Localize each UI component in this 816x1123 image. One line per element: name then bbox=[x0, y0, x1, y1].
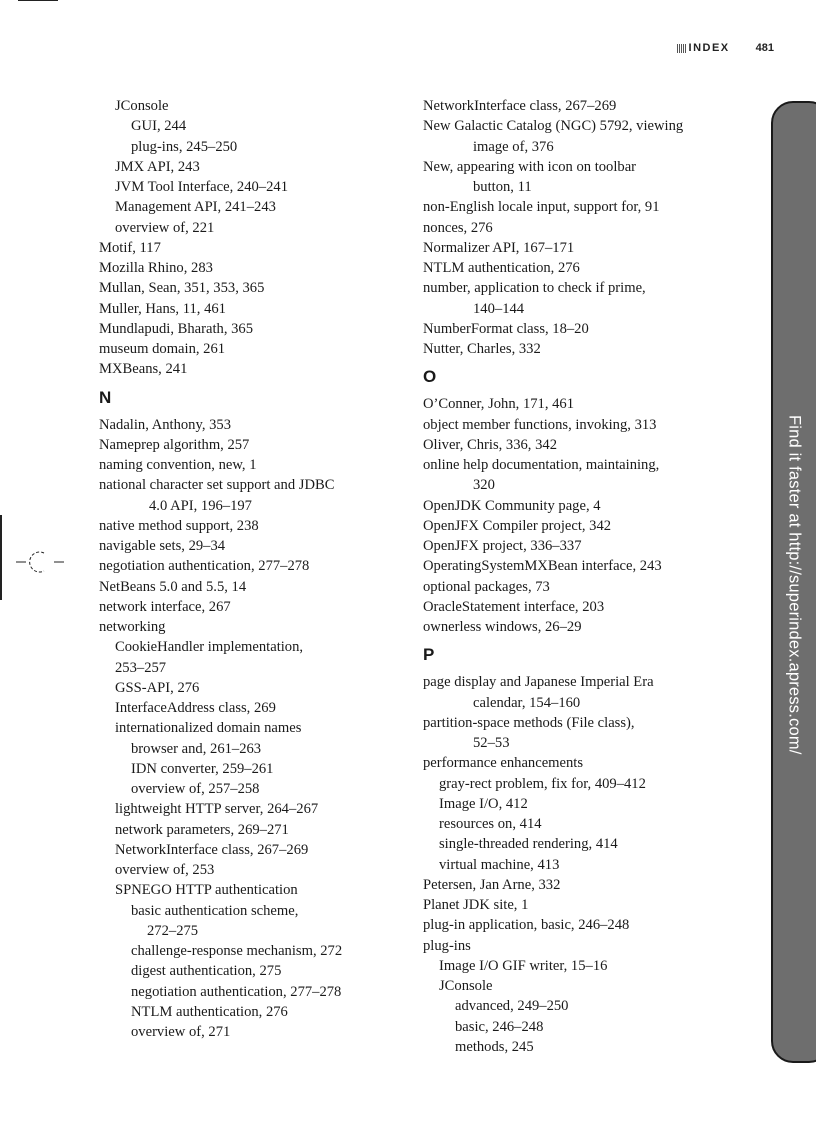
index-entry bbox=[99, 901, 399, 921]
index-entry-text: Management API, 241–243 bbox=[115, 199, 276, 216]
index-entry bbox=[99, 415, 399, 435]
index-entry-text: lightweight HTTP server, 264–267 bbox=[115, 801, 319, 818]
index-entry bbox=[423, 258, 753, 278]
index-entry-text: JConsole bbox=[115, 98, 169, 114]
index-entry bbox=[99, 455, 399, 475]
index-entry bbox=[423, 713, 753, 754]
index-entry-text: Image I/O, 412 bbox=[439, 795, 528, 812]
index-entry bbox=[99, 536, 399, 556]
index-entry bbox=[99, 820, 399, 840]
index-entry-text: basic authentication scheme, bbox=[131, 902, 299, 919]
index-entry-text: JMX API, 243 bbox=[115, 158, 200, 175]
index-entry bbox=[99, 116, 399, 136]
index-entry-text: OpenJDK Community page, 4 bbox=[423, 497, 601, 514]
index-entry-text: negotiation authentication, 277–278 bbox=[131, 983, 342, 1000]
index-entry bbox=[99, 137, 399, 157]
index-entry bbox=[99, 860, 399, 880]
index-entry bbox=[423, 157, 753, 198]
index-entry bbox=[99, 197, 399, 217]
index-entry-text: NTLM authentication, 276 bbox=[423, 260, 580, 276]
index-entry bbox=[423, 753, 753, 773]
index-entry-text: single-threaded rendering, 414 bbox=[439, 836, 618, 853]
index-entry-text: NumberFormat class, 18–20 bbox=[423, 320, 589, 337]
index-entry-continuation: 4.0 API, 196–197 bbox=[149, 497, 252, 514]
index-entry-text: optional packages, 73 bbox=[423, 578, 550, 595]
index-entry-text: O’Conner, John, 171, 461 bbox=[423, 396, 575, 413]
index-entry-continuation: calendar, 154–160 bbox=[473, 694, 581, 711]
index-entry bbox=[423, 956, 753, 976]
index-entry bbox=[423, 278, 753, 319]
index-entry bbox=[423, 617, 753, 637]
index-entry-text: naming convention, new, 1 bbox=[99, 457, 257, 473]
index-entry bbox=[423, 672, 753, 713]
index-entry-text: OracleStatement interface, 203 bbox=[423, 598, 605, 615]
index-entry-text: SPNEGO HTTP authentication bbox=[115, 882, 298, 899]
letter-heading-o: O bbox=[423, 367, 437, 387]
index-entry-text: plug-ins, 245–250 bbox=[131, 138, 238, 155]
index-entry bbox=[99, 157, 399, 177]
index-entry bbox=[423, 597, 753, 617]
index-entry bbox=[423, 774, 753, 794]
index-entry-text: New Galactic Catalog (NGC) 5792, viewing bbox=[423, 118, 684, 135]
index-entry bbox=[99, 435, 399, 455]
index-entry-continuation: 52–53 bbox=[473, 735, 510, 751]
index-entry-text: browser and, 261–263 bbox=[131, 740, 262, 757]
index-entry bbox=[99, 961, 399, 981]
running-header bbox=[677, 42, 774, 54]
index-entry-text: Planet JDK site, 1 bbox=[423, 897, 529, 913]
index-entry-text: advanced, 249–250 bbox=[455, 998, 569, 1015]
index-column-right bbox=[423, 96, 753, 1057]
index-entry-text: overview of, 271 bbox=[131, 1024, 231, 1040]
index-entry bbox=[423, 435, 753, 455]
index-entry-text: number, application to check if prime, bbox=[423, 280, 646, 297]
index-entry bbox=[423, 116, 753, 157]
index-entry-text: Muller, Hans, 11, 461 bbox=[99, 300, 226, 317]
index-entry bbox=[99, 278, 399, 298]
index-entry bbox=[99, 597, 399, 617]
index-entry bbox=[423, 238, 753, 258]
index-entry-text: OpenJFX Compiler project, 342 bbox=[423, 517, 612, 534]
index-entry bbox=[423, 455, 753, 496]
index-entry bbox=[423, 319, 753, 339]
index-entry-text: network parameters, 269–271 bbox=[115, 821, 289, 838]
index-entry bbox=[423, 536, 753, 556]
index-entry bbox=[99, 319, 399, 339]
index-entry-text: non-English locale input, support for, 91 bbox=[423, 199, 660, 216]
index-entry bbox=[99, 759, 399, 779]
index-entry-text: 272–275 bbox=[147, 922, 199, 939]
index-entry bbox=[99, 941, 399, 961]
index-entry-text: IDN converter, 259–261 bbox=[131, 760, 274, 777]
index-entry bbox=[423, 895, 753, 915]
index-entry bbox=[423, 915, 753, 935]
index-entry bbox=[99, 177, 399, 197]
index-entry bbox=[99, 799, 399, 819]
index-entry bbox=[423, 814, 753, 834]
index-entry bbox=[423, 996, 753, 1016]
index-entry bbox=[423, 218, 753, 238]
index-entry-text: New, appearing with icon on toolbar bbox=[423, 158, 637, 175]
index-entry bbox=[99, 678, 399, 698]
letter-heading-p: P bbox=[423, 645, 435, 665]
index-entry-text: MXBeans, 241 bbox=[99, 361, 188, 378]
index-entry bbox=[423, 96, 753, 116]
header-marker-icon bbox=[677, 44, 686, 53]
index-entry-text: resources on, 414 bbox=[439, 816, 542, 832]
index-entry-text: plug-in application, basic, 246–248 bbox=[423, 917, 630, 934]
index-entry bbox=[99, 359, 399, 379]
index-entry-text: page display and Japanese Imperial Era bbox=[423, 674, 654, 691]
index-entry bbox=[99, 238, 399, 258]
index-entry-text: network interface, 267 bbox=[99, 598, 231, 615]
registration-mark-icon bbox=[16, 549, 64, 575]
index-entry bbox=[423, 197, 753, 217]
index-entry bbox=[99, 516, 399, 536]
index-entry bbox=[99, 880, 399, 900]
index-entry bbox=[99, 637, 399, 678]
index-entry-text: national character set support and JDBC bbox=[99, 477, 335, 494]
index-entry-text: native method support, 238 bbox=[99, 517, 259, 534]
index-entry-text: NetworkInterface class, 267–269 bbox=[423, 98, 617, 114]
index-entry-text: virtual machine, 413 bbox=[439, 856, 560, 873]
index-entry bbox=[99, 698, 399, 718]
index-entry-text: GUI, 244 bbox=[131, 118, 187, 135]
index-entry-text: Petersen, Jan Arne, 332 bbox=[423, 876, 561, 893]
index-entry bbox=[423, 394, 753, 414]
index-entry-text: partition-space methods (File class), bbox=[423, 714, 635, 731]
index-entry bbox=[99, 556, 399, 576]
index-entry-text: Mundlapudi, Bharath, 365 bbox=[99, 320, 254, 337]
index-column-left bbox=[99, 96, 399, 1042]
index-entry-text: Oliver, Chris, 336, 342 bbox=[423, 436, 557, 453]
index-entry bbox=[99, 299, 399, 319]
index-entry-continuation: 320 bbox=[473, 477, 495, 494]
index-entry bbox=[99, 982, 399, 1002]
index-entry bbox=[423, 516, 753, 536]
index-entry-text: Image I/O GIF writer, 15–16 bbox=[439, 957, 608, 974]
thumb-tab-text: Find it faster at http://superindex.apress.com/ bbox=[785, 415, 804, 755]
binding-edge-rule bbox=[0, 515, 2, 600]
index-entry bbox=[423, 936, 753, 956]
index-entry-text: plug-ins bbox=[423, 937, 471, 954]
index-entry-text: ownerless windows, 26–29 bbox=[423, 619, 582, 635]
top-crop-rule bbox=[18, 0, 58, 1]
index-entry-text: NetBeans 5.0 and 5.5, 14 bbox=[99, 578, 247, 595]
index-entry-text: InterfaceAddress class, 269 bbox=[115, 700, 276, 716]
index-entry bbox=[99, 739, 399, 759]
index-entry bbox=[423, 976, 753, 996]
index-entry bbox=[423, 556, 753, 576]
index-entry bbox=[99, 339, 399, 359]
letter-heading-n: N bbox=[99, 387, 112, 407]
section-title: INDEX bbox=[688, 42, 730, 54]
index-entry-text: Motif, 117 bbox=[99, 239, 161, 256]
index-entry-text: GSS-API, 276 bbox=[115, 679, 200, 696]
index-entry-text: performance enhancements bbox=[423, 755, 584, 772]
index-entry bbox=[99, 840, 399, 860]
index-entry-continuation: button, 11 bbox=[473, 179, 532, 195]
index-entry bbox=[423, 1037, 753, 1057]
index-entry-text: JConsole bbox=[439, 978, 493, 994]
index-entry-text: internationalized domain names bbox=[115, 720, 302, 737]
index-entry bbox=[423, 834, 753, 854]
index-entry-text: object member functions, invoking, 313 bbox=[423, 416, 657, 433]
index-entry bbox=[423, 1017, 753, 1037]
index-entry-text: Normalizer API, 167–171 bbox=[423, 239, 575, 256]
index-entry bbox=[99, 921, 399, 941]
index-entry-text: Nadalin, Anthony, 353 bbox=[99, 416, 232, 433]
index-entry bbox=[99, 718, 399, 738]
index-entry-text: negotiation authentication, 277–278 bbox=[99, 558, 310, 575]
index-entry-text: online help documentation, maintaining, bbox=[423, 457, 660, 473]
index-entry-text: JVM Tool Interface, 240–241 bbox=[115, 179, 288, 195]
index-entry bbox=[99, 617, 399, 637]
index-entry bbox=[99, 779, 399, 799]
index-entry bbox=[99, 258, 399, 278]
index-entry-text: basic, 246–248 bbox=[455, 1018, 544, 1035]
index-entry-text: navigable sets, 29–34 bbox=[99, 538, 226, 554]
index-entry-text: Mozilla Rhino, 283 bbox=[99, 260, 213, 276]
index-entry-continuation: image of, 376 bbox=[473, 138, 554, 155]
index-entry-continuation: 253–257 bbox=[115, 659, 167, 676]
index-entry-continuation: 140–144 bbox=[473, 300, 525, 317]
index-entry bbox=[423, 577, 753, 597]
index-entry-text: museum domain, 261 bbox=[99, 341, 226, 357]
index-entry-text: methods, 245 bbox=[455, 1038, 534, 1055]
index-entry bbox=[99, 577, 399, 597]
index-entry bbox=[99, 475, 399, 516]
index-entry-text: OperatingSystemMXBean interface, 243 bbox=[423, 558, 662, 575]
index-entry bbox=[423, 496, 753, 516]
index-entry-text: Mullan, Sean, 351, 353, 365 bbox=[99, 280, 265, 297]
index-entry bbox=[99, 218, 399, 238]
index-entry bbox=[99, 1022, 399, 1042]
index-entry-text: overview of, 253 bbox=[115, 862, 215, 878]
index-entry-text: digest authentication, 275 bbox=[131, 963, 282, 980]
index-entry bbox=[423, 794, 753, 814]
page-number: 481 bbox=[755, 42, 774, 54]
index-entry-text: networking bbox=[99, 619, 166, 635]
index-entry-text: Nutter, Charles, 332 bbox=[423, 341, 541, 357]
index-entry bbox=[423, 875, 753, 895]
index-entry-text: overview of, 221 bbox=[115, 219, 215, 236]
index-entry bbox=[99, 1002, 399, 1022]
index-entry-text: NTLM authentication, 276 bbox=[131, 1003, 288, 1020]
index-entry bbox=[423, 855, 753, 875]
index-entry-text: challenge-response mechanism, 272 bbox=[131, 943, 343, 959]
index-entry-text: CookieHandler implementation, bbox=[115, 639, 304, 656]
index-entry-text: gray-rect problem, fix for, 409–412 bbox=[439, 775, 646, 792]
index-entry-text: nonces, 276 bbox=[423, 219, 493, 236]
index-entry-text: Nameprep algorithm, 257 bbox=[99, 436, 250, 453]
index-entry bbox=[99, 96, 399, 116]
index-entry bbox=[423, 415, 753, 435]
index-entry-text: OpenJFX project, 336–337 bbox=[423, 538, 582, 554]
index-entry bbox=[423, 339, 753, 359]
index-entry-text: NetworkInterface class, 267–269 bbox=[115, 841, 309, 858]
index-entry-text: overview of, 257–258 bbox=[131, 781, 260, 797]
